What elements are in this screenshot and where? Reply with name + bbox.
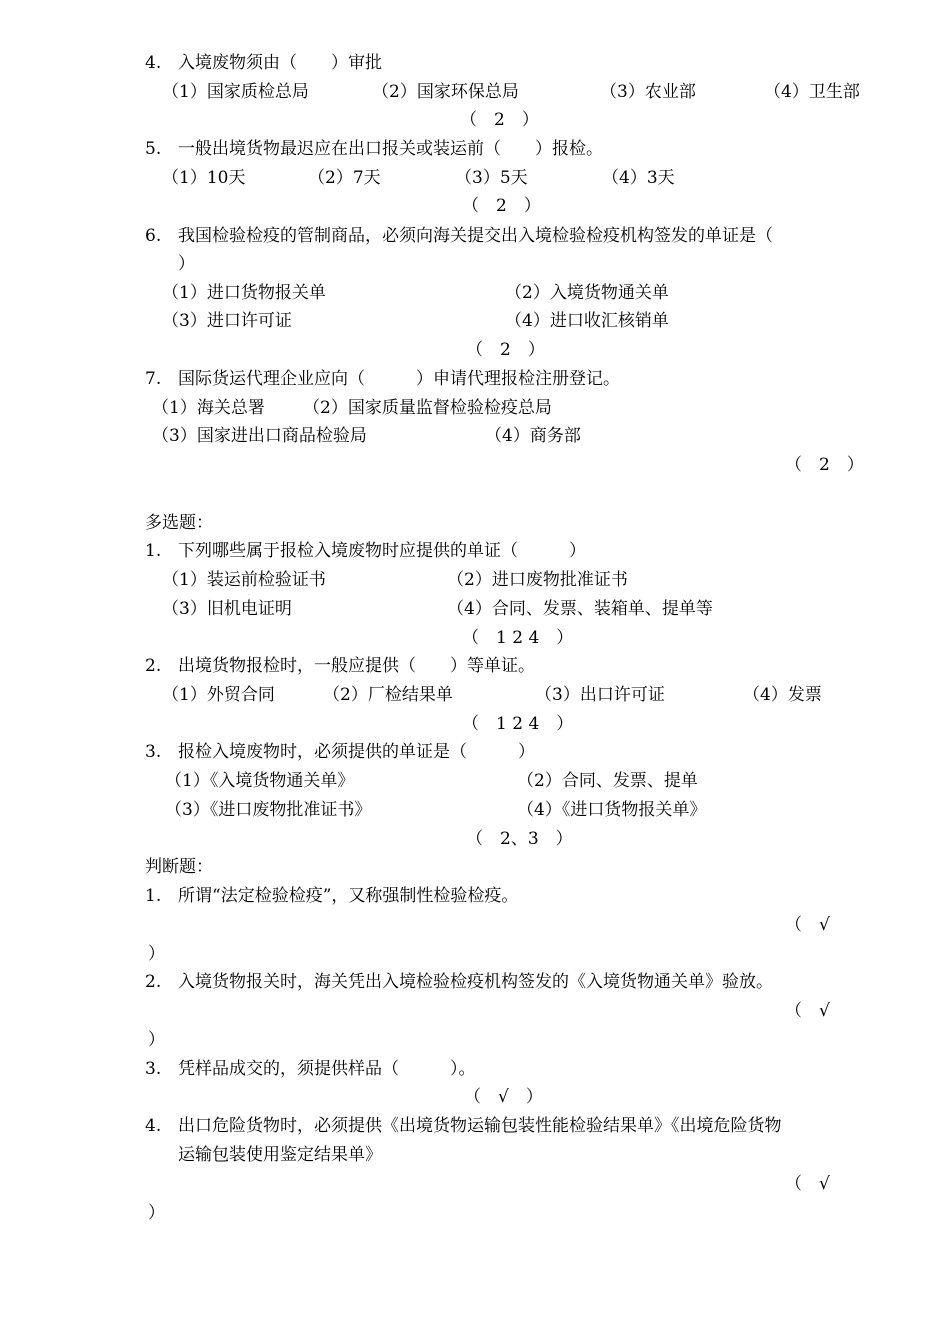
answer: （ 1 2 4 ） [462, 628, 574, 648]
option: （3）《进口废物批准证书》 [165, 800, 372, 820]
answer: （ 2 ） [460, 110, 539, 130]
option: （4）卫生部 [764, 82, 860, 102]
question-stem: 凭样品成交的，须提供样品（ ）。 [178, 1059, 476, 1079]
option: （4）进口收汇核销单 [505, 311, 669, 331]
option: （4）《进口货物报关单》 [517, 800, 707, 820]
option: （1）海关总署 [152, 398, 265, 418]
question-stem: 国际货运代理企业应向（ ）申请代理报检注册登记。 [178, 369, 620, 389]
question-number: 3. [145, 1059, 162, 1079]
question-stem-continued: ） [178, 254, 195, 274]
option: （1）装运前检验证书 [162, 570, 326, 590]
question-number: 5. [145, 139, 162, 159]
answer-close: ） [148, 1030, 165, 1050]
answer: （ 2 ） [785, 455, 864, 475]
option: （1）进口货物报关单 [162, 283, 326, 303]
question-stem: 下列哪些属于报检入境废物时应提供的单证（ ） [178, 541, 586, 561]
answer: （ 2 ） [462, 196, 541, 216]
answer: （ 2、3 ） [466, 829, 573, 849]
answer: （ √ [785, 915, 830, 935]
answer: （ √ [785, 1174, 830, 1194]
option: （4）商务部 [485, 426, 581, 446]
section-heading: 判断题： [145, 857, 213, 877]
option: （3）进口许可证 [162, 311, 292, 331]
option: （3）旧机电证明 [162, 599, 292, 619]
question-stem: 我国检验检疫的管制商品，必须向海关提交出入境检验检疫机构签发的单证是（ [178, 226, 773, 246]
question-stem: 一般出境货物最迟应在出口报关或装运前（ ）报检。 [178, 139, 603, 159]
option: （3）农业部 [600, 82, 696, 102]
option: （2）入境货物通关单 [505, 283, 669, 303]
answer-close: ） [148, 1203, 165, 1223]
question-number: 3. [145, 742, 162, 762]
option: （2）国家环保总局 [372, 82, 519, 102]
answer-close: ） [148, 944, 165, 964]
question-number: 2. [145, 656, 162, 676]
question-stem: 所谓“法定检验检疫”，又称强制性检验检疫。 [178, 886, 519, 906]
question-number: 7. [145, 369, 162, 389]
question-number: 2. [145, 972, 162, 992]
option: （3）5天 [455, 168, 528, 188]
option: （2）国家质量监督检验检疫总局 [303, 398, 552, 418]
question-stem: 报检入境废物时，必须提供的单证是（ ） [178, 742, 535, 762]
question-stem: 出口危险货物时，必须提供《出境货物运输包装性能检验结果单》《出境危险货物 [178, 1116, 782, 1136]
question-number: 1. [145, 886, 162, 906]
question-number: 4. [145, 1116, 162, 1136]
option: （1）10天 [162, 168, 246, 188]
answer: （ 2 ） [466, 340, 545, 360]
question-stem-continued: 运输包装使用鉴定结果单》 [178, 1145, 382, 1165]
option: （2）厂检结果单 [323, 685, 453, 705]
option: （2）7天 [308, 168, 381, 188]
question-number: 6. [145, 226, 162, 246]
option: （4）合同、发票、装箱单、提单等 [447, 599, 713, 619]
option: （2）合同、发票、提单 [517, 771, 698, 791]
option: （4）发票 [743, 685, 822, 705]
option: （1）国家质检总局 [162, 82, 309, 102]
option: （1）外贸合同 [162, 685, 275, 705]
answer: （ √ ） [464, 1087, 543, 1107]
option: （4）3天 [602, 168, 675, 188]
answer: （ √ [785, 1001, 830, 1021]
question-number: 4. [145, 53, 162, 73]
question-number: 1. [145, 541, 162, 561]
question-stem: 入境货物报关时，海关凭出入境检验检疫机构签发的《入境货物通关单》验放。 [178, 972, 773, 992]
option: （3）国家进出口商品检验局 [152, 426, 367, 446]
section-heading: 多选题： [145, 513, 213, 533]
answer: （ 1 2 4 ） [462, 714, 574, 734]
question-stem: 出境货物报检时，一般应提供（ ）等单证。 [178, 656, 535, 676]
option: （2）进口废物批准证书 [447, 570, 628, 590]
question-stem: 入境废物须由（ ）审批 [178, 53, 382, 73]
option: （1）《入境货物通关单》 [165, 771, 355, 791]
option: （3）出口许可证 [535, 685, 665, 705]
